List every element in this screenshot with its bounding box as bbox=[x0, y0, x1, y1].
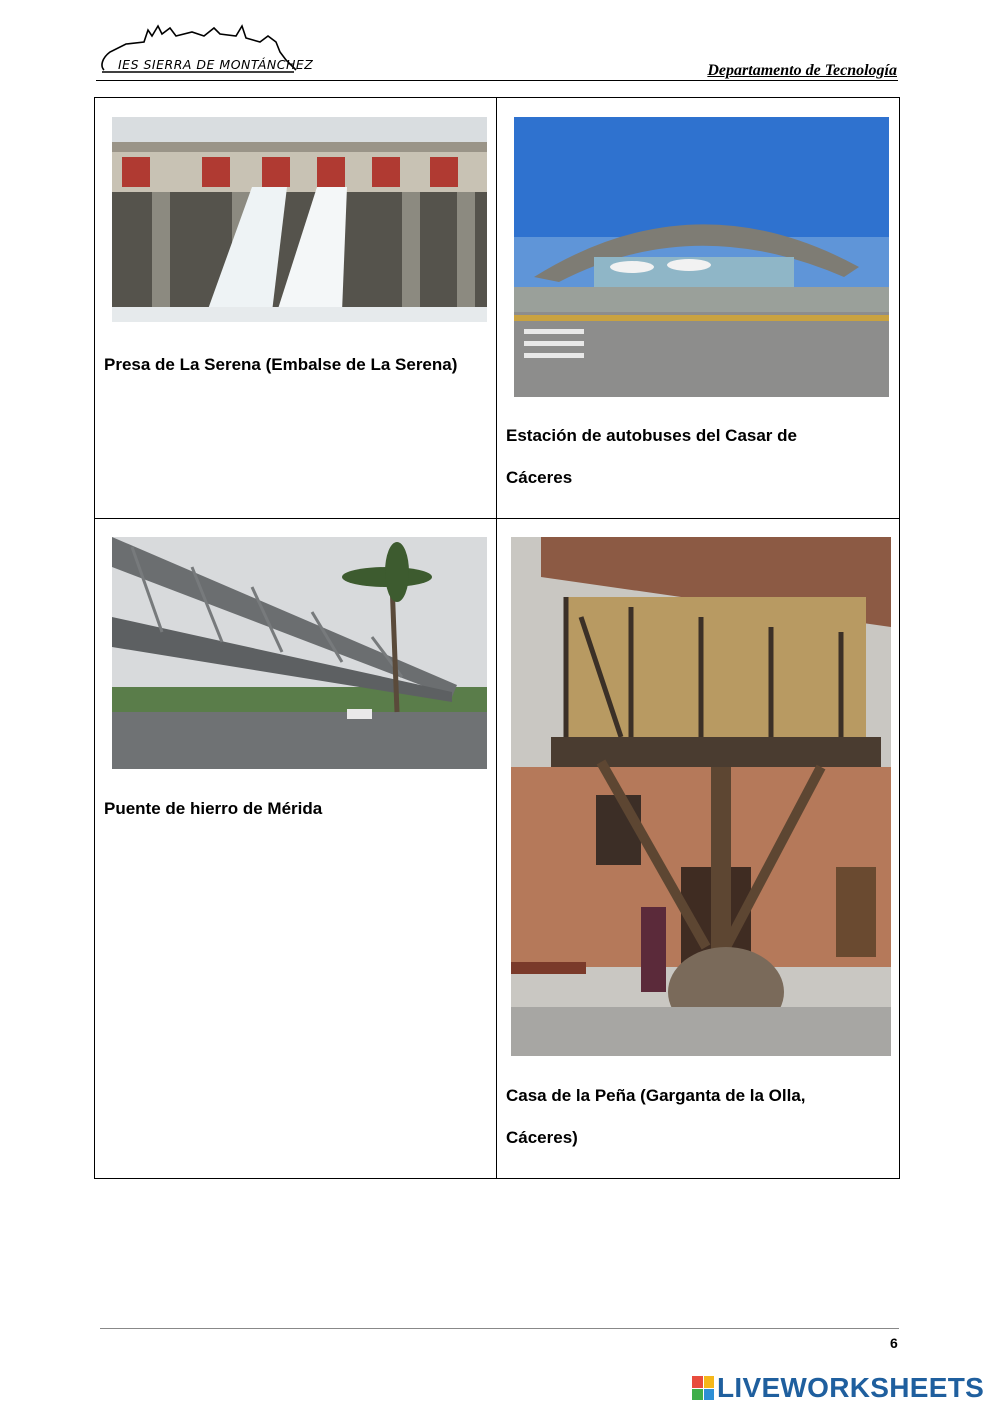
school-logo-text: IES SIERRA DE MONTÁNCHEZ bbox=[118, 57, 314, 72]
liveworksheets-logo[interactable] bbox=[692, 1372, 984, 1404]
caption-cell-2-line-1: Estación de autobuses del Casar de bbox=[506, 426, 797, 445]
header-divider bbox=[96, 80, 898, 81]
caption-cell-4-line-1: Casa de la Peña (Garganta de la Olla, bbox=[506, 1086, 806, 1105]
liveworksheets-brand-text: LIVEWORKSHEETS bbox=[717, 1372, 985, 1403]
bus-station-photo bbox=[514, 117, 889, 397]
liveworksheets-badge-icon bbox=[692, 1376, 714, 1400]
caption-cell-2-line-2: Cáceres bbox=[506, 468, 573, 487]
caption-cell-4-line-2: Cáceres) bbox=[506, 1128, 578, 1147]
department-title: Departamento de Tecnología bbox=[707, 62, 897, 79]
table-column-divider bbox=[496, 97, 497, 1179]
half-timbered-house-photo bbox=[511, 537, 891, 1056]
iron-bridge-photo bbox=[112, 537, 487, 769]
page-number: 6 bbox=[890, 1335, 898, 1351]
dam-spillway-photo bbox=[112, 117, 487, 322]
caption-cell-1: Presa de La Serena (Embalse de La Serena) bbox=[104, 355, 458, 374]
table-row-divider bbox=[94, 518, 900, 519]
caption-cell-3: Puente de hierro de Mérida bbox=[104, 799, 323, 818]
footer-divider bbox=[100, 1328, 899, 1329]
